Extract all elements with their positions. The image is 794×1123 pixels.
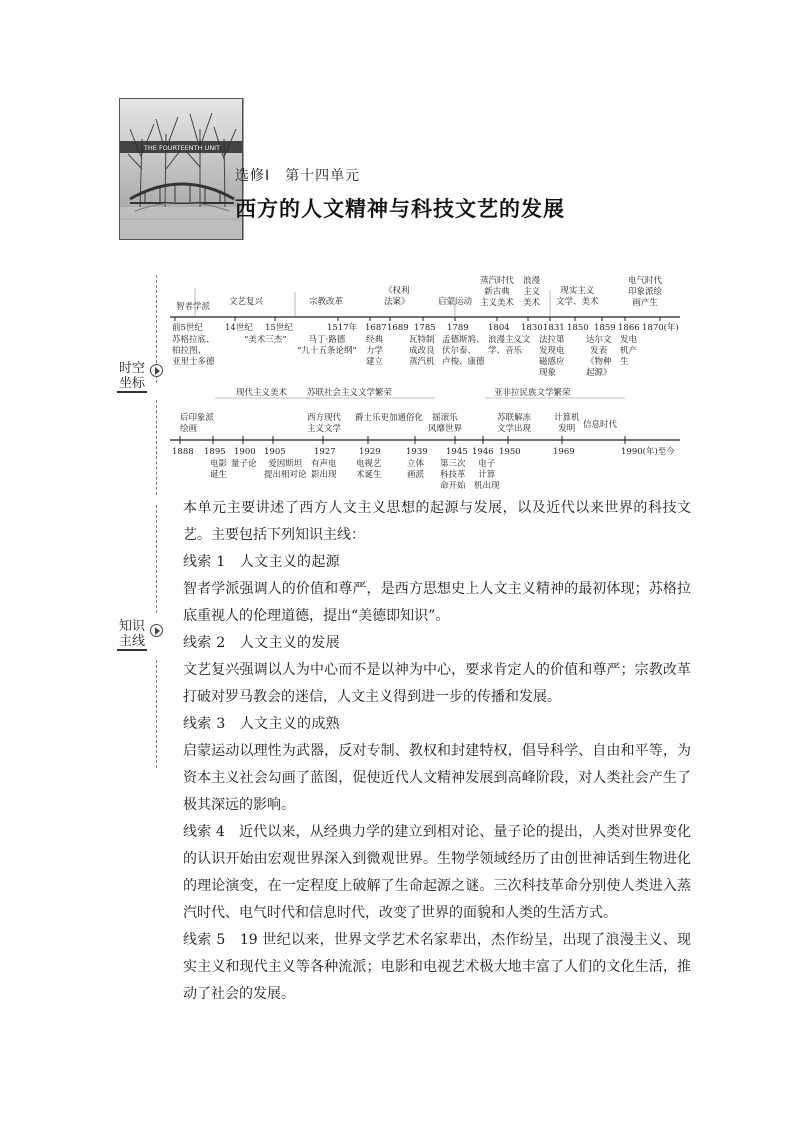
timeline-detail-label: 电视艺 术诞生 [356,459,382,480]
timeline-tick-label: 1888 [172,447,194,457]
timeline-event-label: 浪漫 主义 美术 [523,276,541,308]
clue-paragraph: 启蒙运动以理性为武器，反对专制、教权和封建特权，倡导科学、自由和平等，为资本主义社会勾画了蓝图，促使近代人文精神发展到高峰阶段，对人类社会产生了极其深远的影响。 [183,743,691,813]
timeline-event-label: 信息时代 [583,420,618,430]
cover-photo-illustration [120,99,243,240]
timeline-tick-label: 1969 [553,447,575,457]
timeline-event-label: 启蒙运动 [438,297,473,307]
timeline-tick-label: 1929 [359,447,381,457]
unit-cover-image [119,98,243,240]
timeline-detail-label: 有声电 影出现 [311,459,337,480]
knowledge-main-text [183,495,691,1008]
timeline-tick-label: 1804 [488,323,510,333]
timeline-era-label: 现代主义美术 [236,388,288,398]
timeline-detail-label: 瓦特制 成改良 蒸汽机 [409,335,435,367]
timeline-tick-label: 1830 [521,323,543,333]
knowledge-side-rule-bottom [156,660,157,768]
timeline-detail-label: 第三次 科技革 命开始 [440,459,466,491]
timeline-event-label: 《权利 法案》 [384,286,410,307]
timeline-tick-label: 1900 [234,447,256,457]
timeline-tick-label: 1990(年)至今 [621,447,675,457]
unit-label: 选修Ⅰ 第十四单元 [235,168,361,184]
timeline-event-label: 蒸汽时代 新古典 主义美术 [480,276,515,308]
timeline-tick-label: 14世纪 [225,323,253,333]
timeline-era-label: 亚非拉民族文学繁荣 [494,388,571,398]
timeline-era-label: 苏联社会主义文学繁荣 [307,388,393,398]
timeline-detail-label: 量子论 [231,459,257,469]
timeline-side-rule-bottom [156,400,157,495]
knowledge-side-label [117,619,147,649]
timeline-tick-label: 1687 [365,323,387,333]
timeline-tick-label: 1785 [414,323,436,333]
timeline-event-label: 苏联解冻 文学出现 [497,413,532,434]
timeline-tick-label: 1895 [204,447,226,457]
clue-paragraph: 线索 5 19 世纪以来，世界文学艺术名家辈出，杰作纷呈，出现了浪漫主义、现实主义和现代主义等各种流派；电影和电视艺术极大地丰富了人们的文化生活，推动了社会的发展。 [183,932,691,1002]
timeline-detail-label: 孟德斯鸠、 伏尔泰、 卢梭、康德 [442,335,485,367]
timeline-detail-label: 达尔文 发表 《物种 起源》 [586,335,612,378]
timeline-detail-label: 电子 计算 机出现 [474,459,500,491]
timeline-tick-label: 1950 [499,447,521,457]
timeline-tick-label: 1689 [387,323,409,333]
play-arrow-icon [150,364,163,377]
timeline-event-label: 摇滚乐 风靡世界 [428,413,463,434]
clue-heading: 线索 3 人文主义的成熟 [183,716,340,732]
timeline-detail-label: 马丁·路德 “九十五条论纲” [297,335,357,356]
timeline-tick-label: 1870(年) [642,323,679,333]
timeline-tick-label: 1831 [543,323,565,333]
clue-paragraph: 线索 4 近代以来，从经典力学的建立到相对论、量子论的提出，人类对世界变化的认识开始由宏观世界深入到微观世界。生物学领域经历了由创世神话到生物进化的理论演变，在一定程度上破解了生命起源之谜。三次科技革命分别使人类进入蒸汽时代、电气时代和信息时代，改变了世界的面貌和人类的生活方式。 [183,824,691,921]
side-label-underline [117,649,147,651]
timeline-tick-label: 1866 [618,323,640,333]
timeline-detail-label: “美术三杰” [244,335,287,345]
timeline-tick-label: 1850 [567,323,589,333]
timeline-detail-label: 苏格拉底、 柏拉图、 亚里士多德 [172,335,215,367]
side-label-line: 知识 [118,619,145,634]
timeline-detail-label: 经典 力学 建立 [366,335,384,367]
timeline-tick-label: 前5世纪 [172,323,203,333]
clue-paragraph: 智者学派强调人的价值和尊严，是西方思想史上人文主义精神的最初体现；苏格拉底重视人的伦理道德，提出“美德即知识”。 [183,581,691,624]
timeline-event-label: 智者学派 [176,302,211,312]
play-arrow-icon [150,624,163,637]
knowledge-side-rule-top [156,505,157,613]
timeline-detail-label: 法拉第 发现电 磁感应 现象 [539,335,565,378]
timeline-event-label: 后印象派 绘画 [180,413,215,434]
timeline-tick-label: 1789 [447,323,469,333]
timeline-event-label: 宗教改革 [309,297,344,307]
timeline-event-label: 计算机 发明 [554,413,580,434]
timeline-event-label: 爵士乐更加通俗化 [355,413,424,423]
clue-heading: 线索 1 人文主义的起源 [183,554,340,570]
side-label-line: 主线 [118,634,145,649]
side-label-underline [117,391,147,393]
timeline-tick-label: 15世纪 [265,323,293,333]
timeline-detail-label: 浪漫主义文 学、音乐 [488,335,531,356]
timeline-tick-label: 1939 [406,447,428,457]
clue-paragraph: 文艺复兴强调以人为中心而不是以神为中心，要求肯定人的价值和尊严；宗教改革打破对罗马教会的迷信，人文主义得到进一步的传播和发展。 [183,662,691,705]
cover-caption: THE FOURTEENTH UNIT [143,144,221,152]
clue-heading: 线索 2 人文主义的发展 [183,635,340,651]
timeline-tick-label: 1859 [594,323,616,333]
side-label-line: 坐标 [118,376,145,391]
timeline-tick-label: 1946 [472,447,494,457]
timeline-event-label: 文艺复兴 [229,297,264,307]
timeline-event-label: 西方现代 主义文学 [307,413,342,434]
page-title: 西方的人文精神与科技文艺的发展 [235,197,565,221]
timeline-tick-label: 1517年 [327,323,358,333]
side-label-line: 时空 [118,361,145,376]
intro-paragraph: 本单元主要讲述了西方人文主义思想的起源与发展，以及近代以来世界的科技文艺。主要包括下列知识主线： [183,500,691,543]
timeline-side-label [117,361,147,391]
timeline-detail-label: 电影 诞生 [210,459,228,480]
timeline-tick-label: 1905 [264,447,286,457]
timeline-detail-label: 发电 机产 生 [620,335,638,367]
timeline-tick-label: 1927 [314,447,336,457]
timeline-event-label: 电气时代 印象派绘 画产生 [628,276,663,308]
timeline-detail-label: 立体 画派 [407,459,425,480]
timeline-event-label: 现实主义 文学、美术 [556,286,599,307]
timeline-tick-label: 1945 [446,447,468,457]
timeline-detail-label: 爱因斯坦 提出相对论 [264,459,307,480]
